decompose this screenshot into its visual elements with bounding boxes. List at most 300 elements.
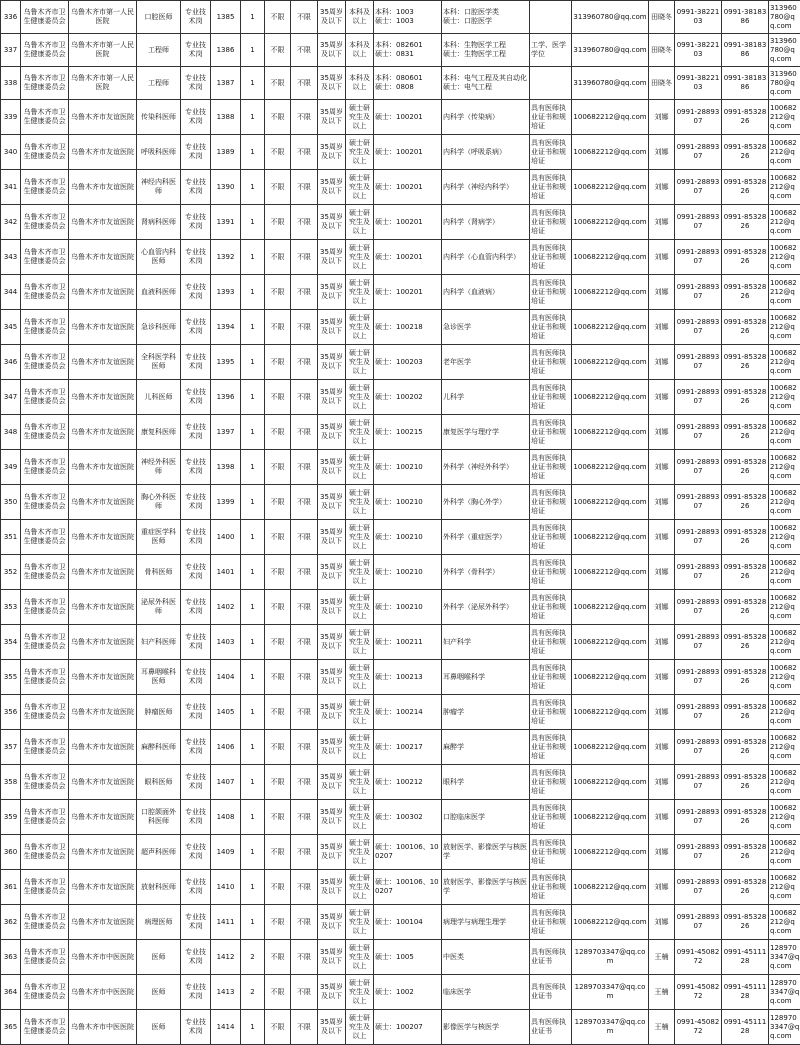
contact-person-cell: 刘娜 <box>649 625 675 660</box>
position-type-cell: 专业技术岗 <box>181 170 211 205</box>
ethnicity-cell: 不限 <box>265 485 291 520</box>
contact-email-cell: 100682212@qq.com <box>769 520 800 555</box>
position-code-cell: 1385 <box>211 1 241 34</box>
other-requirements-cell: 具有医师执业证书和规培证 <box>530 695 572 730</box>
degree-code-cell: 硕士：100210 <box>374 555 442 590</box>
contact-email-cell: 313960780@qq.com <box>769 34 800 67</box>
row-number-cell: 340 <box>1 135 21 170</box>
phone-cell: 0991-2889307 <box>675 870 722 905</box>
table-row <box>1 835 800 870</box>
position-type-cell: 专业技术岗 <box>181 310 211 345</box>
contact-person-cell: 刘娜 <box>649 100 675 135</box>
age-cell: 35周岁及以下 <box>318 275 346 310</box>
position-cell: 口腔颌面外科医师 <box>137 800 181 835</box>
position-code-cell: 1396 <box>211 380 241 415</box>
gender-cell: 不限 <box>291 240 318 275</box>
headcount-cell: 1 <box>241 170 265 205</box>
email-cell: 100682212@qq.com <box>572 695 649 730</box>
position-code-cell: 1393 <box>211 275 241 310</box>
contact-email-cell: 100682212@qq.com <box>769 135 800 170</box>
position-code-cell: 1414 <box>211 1010 241 1045</box>
major-cell: 老年医学 <box>442 345 530 380</box>
ethnicity-cell: 不限 <box>265 765 291 800</box>
position-cell: 神经内科医师 <box>137 170 181 205</box>
headcount-cell: 1 <box>241 380 265 415</box>
email-cell: 100682212@qq.com <box>572 100 649 135</box>
gender-cell: 不限 <box>291 275 318 310</box>
degree-code-cell: 本科：080601 硕士：0808 <box>374 67 442 100</box>
employer-cell: 乌鲁木齐市友谊医院 <box>69 485 137 520</box>
contact-person-cell: 刘娜 <box>649 660 675 695</box>
email-cell: 100682212@qq.com <box>572 730 649 765</box>
fax-cell: 0991-8532826 <box>722 695 769 730</box>
position-type-cell: 专业技术岗 <box>181 345 211 380</box>
gender-cell: 不限 <box>291 905 318 940</box>
table-row <box>1 380 800 415</box>
major-cell: 放射医学、影像医学与核医学 <box>442 870 530 905</box>
email-cell: 100682212@qq.com <box>572 625 649 660</box>
degree-code-cell: 硕士：1002 <box>374 975 442 1010</box>
education-cell: 本科及以上 <box>346 1 374 34</box>
phone-cell: 0991-2889307 <box>675 765 722 800</box>
other-requirements-cell: 具有医师执业证书和规培证 <box>530 625 572 660</box>
age-cell: 35周岁及以下 <box>318 380 346 415</box>
education-cell: 硕士研究生及以上 <box>346 625 374 660</box>
contact-person-cell: 刘娜 <box>649 695 675 730</box>
fax-cell: 0991-8532826 <box>722 905 769 940</box>
position-cell: 全科医学科医师 <box>137 345 181 380</box>
table-row <box>1 135 800 170</box>
contact-person-cell: 田晓冬 <box>649 1 675 34</box>
phone-cell: 0991-2889307 <box>675 625 722 660</box>
row-number-cell: 364 <box>1 975 21 1010</box>
row-number-cell: 353 <box>1 590 21 625</box>
ethnicity-cell: 不限 <box>265 135 291 170</box>
gender-cell: 不限 <box>291 520 318 555</box>
degree-code-cell: 硕士：100106、100207 <box>374 870 442 905</box>
headcount-cell: 1 <box>241 1 265 34</box>
phone-cell: 0991-2889307 <box>675 415 722 450</box>
major-cell: 放射医学、影像医学与核医学 <box>442 835 530 870</box>
ethnicity-cell: 不限 <box>265 34 291 67</box>
other-requirements-cell: 具有医师执业证书和规培证 <box>530 205 572 240</box>
contact-person-cell: 刘娜 <box>649 135 675 170</box>
ethnicity-cell: 不限 <box>265 590 291 625</box>
age-cell: 35周岁及以下 <box>318 1010 346 1045</box>
position-code-cell: 1394 <box>211 310 241 345</box>
age-cell: 35周岁及以下 <box>318 240 346 275</box>
table-row <box>1 275 800 310</box>
major-cell: 急诊医学 <box>442 310 530 345</box>
contact-email-cell: 100682212@qq.com <box>769 205 800 240</box>
position-type-cell: 专业技术岗 <box>181 1 211 34</box>
employer-cell: 乌鲁木齐市友谊医院 <box>69 695 137 730</box>
employer-cell: 乌鲁木齐市第一人民医院 <box>69 67 137 100</box>
major-cell: 麻醉学 <box>442 730 530 765</box>
table-row <box>1 67 800 100</box>
position-type-cell: 专业技术岗 <box>181 555 211 590</box>
email-cell: 100682212@qq.com <box>572 660 649 695</box>
email-cell: 100682212@qq.com <box>572 835 649 870</box>
position-code-cell: 1392 <box>211 240 241 275</box>
headcount-cell: 1 <box>241 1010 265 1045</box>
position-cell: 病理医师 <box>137 905 181 940</box>
contact-email-cell: 1289703347@qq.com <box>769 975 800 1010</box>
contact-email-cell: 100682212@qq.com <box>769 310 800 345</box>
fax-cell: 0991-8532826 <box>722 205 769 240</box>
major-cell: 内科学（血液病） <box>442 275 530 310</box>
major-cell: 本科：电气工程及其自动化 硕士：电气工程 <box>442 67 530 100</box>
gender-cell: 不限 <box>291 345 318 380</box>
table-row <box>1 765 800 800</box>
phone-cell: 0991-2889307 <box>675 345 722 380</box>
gender-cell: 不限 <box>291 135 318 170</box>
age-cell: 35周岁及以下 <box>318 555 346 590</box>
row-number-cell: 339 <box>1 100 21 135</box>
table-row <box>1 730 800 765</box>
table-row <box>1 485 800 520</box>
position-code-cell: 1407 <box>211 765 241 800</box>
other-requirements-cell: 具有医师执业证书和规培证 <box>530 100 572 135</box>
contact-email-cell: 100682212@qq.com <box>769 345 800 380</box>
phone-cell: 0991-2889307 <box>675 555 722 590</box>
position-cell: 传染科医师 <box>137 100 181 135</box>
employer-cell: 乌鲁木齐市友谊医院 <box>69 240 137 275</box>
headcount-cell: 1 <box>241 240 265 275</box>
contact-email-cell: 100682212@qq.com <box>769 870 800 905</box>
headcount-cell: 1 <box>241 905 265 940</box>
email-cell: 100682212@qq.com <box>572 345 649 380</box>
fax-cell: 0991-8532826 <box>722 590 769 625</box>
degree-code-cell: 硕士：100201 <box>374 135 442 170</box>
email-cell: 100682212@qq.com <box>572 380 649 415</box>
degree-code-cell: 硕士：100210 <box>374 485 442 520</box>
position-type-cell: 专业技术岗 <box>181 205 211 240</box>
other-requirements-cell: 具有医师执业证书和规培证 <box>530 905 572 940</box>
position-cell: 妇产科医师 <box>137 625 181 660</box>
headcount-cell: 1 <box>241 275 265 310</box>
employer-cell: 乌鲁木齐市友谊医院 <box>69 800 137 835</box>
fax-cell: 0991-8532826 <box>722 765 769 800</box>
position-cell: 耳鼻咽喉科医师 <box>137 660 181 695</box>
employer-cell: 乌鲁木齐市友谊医院 <box>69 590 137 625</box>
phone-cell: 0991-2889307 <box>675 695 722 730</box>
position-type-cell: 专业技术岗 <box>181 485 211 520</box>
other-requirements-cell: 具有医师执业证书和规培证 <box>530 870 572 905</box>
age-cell: 35周岁及以下 <box>318 905 346 940</box>
department-cell: 乌鲁木齐市卫生健康委员会 <box>21 765 69 800</box>
contact-email-cell: 100682212@qq.com <box>769 765 800 800</box>
department-cell: 乌鲁木齐市卫生健康委员会 <box>21 520 69 555</box>
email-cell: 313960780@qq.com <box>572 67 649 100</box>
row-number-cell: 352 <box>1 555 21 590</box>
table-row <box>1 100 800 135</box>
ethnicity-cell: 不限 <box>265 660 291 695</box>
gender-cell: 不限 <box>291 1 318 34</box>
position-code-cell: 1398 <box>211 450 241 485</box>
gender-cell: 不限 <box>291 170 318 205</box>
education-cell: 硕士研究生及以上 <box>346 975 374 1010</box>
ethnicity-cell: 不限 <box>265 870 291 905</box>
contact-person-cell: 刘娜 <box>649 555 675 590</box>
department-cell: 乌鲁木齐市卫生健康委员会 <box>21 67 69 100</box>
employer-cell: 乌鲁木齐市友谊医院 <box>69 835 137 870</box>
major-cell: 肿瘤学 <box>442 695 530 730</box>
employer-cell: 乌鲁木齐市第一人民医院 <box>69 1 137 34</box>
major-cell: 外科学（重症医学） <box>442 520 530 555</box>
gender-cell: 不限 <box>291 34 318 67</box>
phone-cell: 0991-2889307 <box>675 520 722 555</box>
major-cell: 外科学（神经外科学） <box>442 450 530 485</box>
headcount-cell: 1 <box>241 800 265 835</box>
table-row <box>1 520 800 555</box>
department-cell: 乌鲁木齐市卫生健康委员会 <box>21 905 69 940</box>
contact-person-cell: 王楠 <box>649 975 675 1010</box>
ethnicity-cell: 不限 <box>265 905 291 940</box>
other-requirements-cell <box>530 1 572 34</box>
row-number-cell: 346 <box>1 345 21 380</box>
education-cell: 硕士研究生及以上 <box>346 835 374 870</box>
position-code-cell: 1400 <box>211 520 241 555</box>
headcount-cell: 1 <box>241 625 265 660</box>
gender-cell: 不限 <box>291 555 318 590</box>
position-cell: 口腔医师 <box>137 1 181 34</box>
phone-cell: 0991-2889307 <box>675 800 722 835</box>
employer-cell: 乌鲁木齐市友谊医院 <box>69 765 137 800</box>
age-cell: 35周岁及以下 <box>318 170 346 205</box>
email-cell: 1289703347@qq.com <box>572 975 649 1010</box>
position-cell: 康复科医师 <box>137 415 181 450</box>
position-cell: 医师 <box>137 940 181 975</box>
department-cell: 乌鲁木齐市卫生健康委员会 <box>21 415 69 450</box>
ethnicity-cell: 不限 <box>265 67 291 100</box>
fax-cell: 0991-8532826 <box>722 135 769 170</box>
fax-cell: 0991-8532826 <box>722 870 769 905</box>
position-type-cell: 专业技术岗 <box>181 800 211 835</box>
row-number-cell: 351 <box>1 520 21 555</box>
age-cell: 35周岁及以下 <box>318 625 346 660</box>
education-cell: 硕士研究生及以上 <box>346 695 374 730</box>
ethnicity-cell: 不限 <box>265 695 291 730</box>
department-cell: 乌鲁木齐市卫生健康委员会 <box>21 625 69 660</box>
position-code-cell: 1389 <box>211 135 241 170</box>
position-code-cell: 1388 <box>211 100 241 135</box>
education-cell: 硕士研究生及以上 <box>346 555 374 590</box>
contact-person-cell: 田晓冬 <box>649 67 675 100</box>
education-cell: 硕士研究生及以上 <box>346 730 374 765</box>
position-type-cell: 专业技术岗 <box>181 450 211 485</box>
contact-email-cell: 100682212@qq.com <box>769 275 800 310</box>
major-cell: 妇产科学 <box>442 625 530 660</box>
employer-cell: 乌鲁木齐市第一人民医院 <box>69 34 137 67</box>
contact-email-cell: 313960780@qq.com <box>769 1 800 34</box>
degree-code-cell: 硕士：100203 <box>374 345 442 380</box>
degree-code-cell: 硕士：100215 <box>374 415 442 450</box>
phone-cell: 0991-2889307 <box>675 310 722 345</box>
major-cell: 内科学（神经内科学） <box>442 170 530 205</box>
contact-person-cell: 刘娜 <box>649 310 675 345</box>
department-cell: 乌鲁木齐市卫生健康委员会 <box>21 205 69 240</box>
position-code-cell: 1387 <box>211 67 241 100</box>
education-cell: 硕士研究生及以上 <box>346 905 374 940</box>
contact-email-cell: 100682212@qq.com <box>769 485 800 520</box>
fax-cell: 0991-8532826 <box>722 730 769 765</box>
department-cell: 乌鲁木齐市卫生健康委员会 <box>21 485 69 520</box>
age-cell: 35周岁及以下 <box>318 975 346 1010</box>
degree-code-cell: 本科：082601 硕士：0831 <box>374 34 442 67</box>
department-cell: 乌鲁木齐市卫生健康委员会 <box>21 1010 69 1045</box>
row-number-cell: 343 <box>1 240 21 275</box>
department-cell: 乌鲁木齐市卫生健康委员会 <box>21 345 69 380</box>
education-cell: 硕士研究生及以上 <box>346 415 374 450</box>
other-requirements-cell: 具有医师执业证书 <box>530 940 572 975</box>
headcount-cell: 1 <box>241 730 265 765</box>
fax-cell: 0991-8532826 <box>722 800 769 835</box>
department-cell: 乌鲁木齐市卫生健康委员会 <box>21 730 69 765</box>
education-cell: 硕士研究生及以上 <box>346 100 374 135</box>
table-row <box>1 205 800 240</box>
ethnicity-cell: 不限 <box>265 520 291 555</box>
ethnicity-cell: 不限 <box>265 380 291 415</box>
department-cell: 乌鲁木齐市卫生健康委员会 <box>21 135 69 170</box>
department-cell: 乌鲁木齐市卫生健康委员会 <box>21 1 69 34</box>
major-cell: 耳鼻咽喉科学 <box>442 660 530 695</box>
department-cell: 乌鲁木齐市卫生健康委员会 <box>21 870 69 905</box>
headcount-cell: 1 <box>241 520 265 555</box>
position-type-cell: 专业技术岗 <box>181 870 211 905</box>
age-cell: 35周岁及以下 <box>318 310 346 345</box>
other-requirements-cell: 具有医师执业证书和规培证 <box>530 730 572 765</box>
major-cell: 内科学（呼吸系病） <box>442 135 530 170</box>
phone-cell: 0991-4508272 <box>675 940 722 975</box>
contact-person-cell: 刘娜 <box>649 240 675 275</box>
row-number-cell: 360 <box>1 835 21 870</box>
fax-cell: 0991-8532826 <box>722 170 769 205</box>
employer-cell: 乌鲁木齐市友谊医院 <box>69 870 137 905</box>
table-row <box>1 625 800 660</box>
other-requirements-cell: 具有医师执业证书和规培证 <box>530 485 572 520</box>
contact-person-cell: 刘娜 <box>649 590 675 625</box>
other-requirements-cell: 具有医师执业证书和规培证 <box>530 380 572 415</box>
phone-cell: 0991-2889307 <box>675 380 722 415</box>
other-requirements-cell <box>530 67 572 100</box>
position-cell: 胸心外科医师 <box>137 485 181 520</box>
department-cell: 乌鲁木齐市卫生健康委员会 <box>21 240 69 275</box>
degree-code-cell: 硕士：100201 <box>374 170 442 205</box>
fax-cell: 0991-8532826 <box>722 450 769 485</box>
age-cell: 35周岁及以下 <box>318 800 346 835</box>
age-cell: 35周岁及以下 <box>318 135 346 170</box>
other-requirements-cell: 具有医师执业证书和规培证 <box>530 275 572 310</box>
contact-person-cell: 王楠 <box>649 940 675 975</box>
employer-cell: 乌鲁木齐市友谊医院 <box>69 905 137 940</box>
employer-cell: 乌鲁木齐市中医医院 <box>69 1010 137 1045</box>
position-cell: 眼科医师 <box>137 765 181 800</box>
contact-email-cell: 100682212@qq.com <box>769 170 800 205</box>
education-cell: 硕士研究生及以上 <box>346 310 374 345</box>
fax-cell: 0991-3818386 <box>722 1 769 34</box>
gender-cell: 不限 <box>291 485 318 520</box>
department-cell: 乌鲁木齐市卫生健康委员会 <box>21 555 69 590</box>
major-cell: 外科学（骨科学） <box>442 555 530 590</box>
education-cell: 硕士研究生及以上 <box>346 800 374 835</box>
email-cell: 100682212@qq.com <box>572 485 649 520</box>
email-cell: 100682212@qq.com <box>572 450 649 485</box>
headcount-cell: 1 <box>241 34 265 67</box>
position-cell: 肾病科医师 <box>137 205 181 240</box>
other-requirements-cell: 具有医师执业证书和规培证 <box>530 555 572 590</box>
table-row <box>1 34 800 67</box>
position-code-cell: 1403 <box>211 625 241 660</box>
position-type-cell: 专业技术岗 <box>181 765 211 800</box>
email-cell: 100682212@qq.com <box>572 590 649 625</box>
position-cell: 工程师 <box>137 34 181 67</box>
position-cell: 医师 <box>137 975 181 1010</box>
fax-cell: 0991-4511128 <box>722 940 769 975</box>
row-number-cell: 357 <box>1 730 21 765</box>
row-number-cell: 356 <box>1 695 21 730</box>
major-cell: 内科学（肾病学） <box>442 205 530 240</box>
position-cell: 血液科医师 <box>137 275 181 310</box>
position-code-cell: 1410 <box>211 870 241 905</box>
ethnicity-cell: 不限 <box>265 205 291 240</box>
degree-code-cell: 硕士：100202 <box>374 380 442 415</box>
position-type-cell: 专业技术岗 <box>181 730 211 765</box>
table-row <box>1 905 800 940</box>
degree-code-cell: 硕士：100217 <box>374 730 442 765</box>
gender-cell: 不限 <box>291 380 318 415</box>
education-cell: 硕士研究生及以上 <box>346 940 374 975</box>
fax-cell: 0991-8532826 <box>722 485 769 520</box>
department-cell: 乌鲁木齐市卫生健康委员会 <box>21 590 69 625</box>
phone-cell: 0991-3822103 <box>675 67 722 100</box>
other-requirements-cell: 具有医师执业证书 <box>530 975 572 1010</box>
table-row <box>1 695 800 730</box>
email-cell: 100682212@qq.com <box>572 555 649 590</box>
email-cell: 100682212@qq.com <box>572 275 649 310</box>
contact-email-cell: 100682212@qq.com <box>769 730 800 765</box>
major-cell: 口腔临床医学 <box>442 800 530 835</box>
email-cell: 1289703347@qq.com <box>572 940 649 975</box>
contact-email-cell: 100682212@qq.com <box>769 380 800 415</box>
row-number-cell: 362 <box>1 905 21 940</box>
gender-cell: 不限 <box>291 450 318 485</box>
education-cell: 硕士研究生及以上 <box>346 870 374 905</box>
degree-code-cell: 硕士：100302 <box>374 800 442 835</box>
other-requirements-cell: 具有医师执业证书和规培证 <box>530 660 572 695</box>
other-requirements-cell: 具有医师执业证书和规培证 <box>530 765 572 800</box>
position-type-cell: 专业技术岗 <box>181 415 211 450</box>
fax-cell: 0991-3818386 <box>722 34 769 67</box>
headcount-cell: 1 <box>241 555 265 590</box>
ethnicity-cell: 不限 <box>265 100 291 135</box>
headcount-cell: 1 <box>241 870 265 905</box>
other-requirements-cell: 具有医师执业证书和规培证 <box>530 345 572 380</box>
employer-cell: 乌鲁木齐市友谊医院 <box>69 135 137 170</box>
position-cell: 工程师 <box>137 67 181 100</box>
table-row <box>1 555 800 590</box>
position-cell: 儿科医师 <box>137 380 181 415</box>
fax-cell: 0991-8532826 <box>722 660 769 695</box>
other-requirements-cell: 具有医师执业证书 <box>530 1010 572 1045</box>
gender-cell: 不限 <box>291 310 318 345</box>
phone-cell: 0991-3822103 <box>675 1 722 34</box>
gender-cell: 不限 <box>291 800 318 835</box>
other-requirements-cell: 具有医师执业证书和规培证 <box>530 135 572 170</box>
education-cell: 硕士研究生及以上 <box>346 345 374 380</box>
position-type-cell: 专业技术岗 <box>181 975 211 1010</box>
employer-cell: 乌鲁木齐市友谊医院 <box>69 205 137 240</box>
